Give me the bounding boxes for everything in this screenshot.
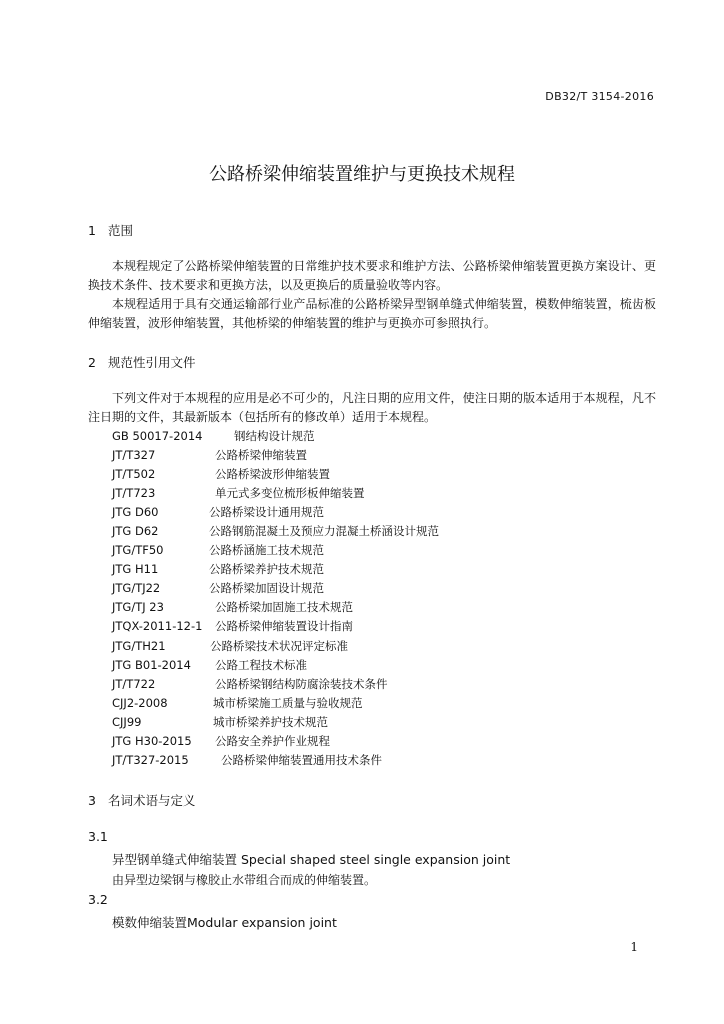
reference-code: JT/T722 (112, 676, 156, 691)
term-heading: 模数伸缩装置Modular expansion joint (112, 915, 337, 930)
section-title: 规范性引用文件 (108, 355, 196, 370)
reference-code: CJJ99 (112, 714, 142, 729)
term-heading: 异型钢单缝式伸缩装置 Special shaped steel single expansion joint (112, 852, 511, 867)
section-heading-scope (88, 221, 133, 239)
reference-title: 公路桥梁伸缩装置通用技术条件 (221, 752, 382, 767)
reference-title: 公路桥梁伸缩装置设计指南 (215, 619, 353, 634)
reference-title: 公路桥梁钢结构防腐涂装技术条件 (215, 676, 388, 691)
reference-title: 公路安全养护作业规程 (215, 733, 330, 748)
term-number: 3.1 (88, 829, 108, 844)
reference-code: CJJ2-2008 (112, 695, 168, 710)
reference-code: JT/T327-2015 (112, 752, 189, 767)
reference-code: JTG D60 (112, 505, 159, 520)
term-number: 3.2 (88, 892, 108, 907)
section-title: 范围 (108, 223, 134, 238)
references-intro: 下列文件对于本规程的应用是必不可少的，凡注日期的应用文件，使注日期的版本适用于本规程，凡不注日期的文件，其最新版本（包括所有的修改单）适用于本规程。 (88, 391, 656, 424)
section-heading-references (88, 353, 196, 371)
reference-code: JTG H11 (112, 562, 159, 577)
reference-code: GB 50017-2014 (112, 429, 203, 443)
reference-code: JTG/TH21 (112, 638, 166, 653)
section-number: 3 (88, 793, 96, 808)
section-heading-terms (88, 791, 196, 809)
reference-title: 城市桥梁养护技术规范 (213, 714, 328, 729)
reference-code: JT/T502 (112, 467, 156, 482)
reference-code: JTQX-2011-12-1 (112, 619, 203, 634)
page-number: 1 (630, 940, 638, 954)
section-number: 2 (88, 355, 96, 370)
reference-title: 公路桥涵施工技术规范 (209, 543, 324, 558)
section-number: 1 (88, 223, 96, 238)
reference-title: 公路钢筋混凝土及预应力混凝土桥涵设计规范 (209, 524, 439, 539)
standard-number: DB32/T 3154-2016 (545, 90, 654, 103)
reference-code: JTG/TF50 (112, 543, 164, 558)
reference-title: 公路桥梁设计通用规范 (209, 505, 324, 520)
section-title: 名词术语与定义 (108, 793, 196, 808)
reference-code: JTG D62 (112, 524, 159, 539)
reference-code: JT/T723 (112, 486, 156, 501)
reference-title: 公路桥梁加固施工技术规范 (215, 600, 353, 615)
term-definition: 由异型边梁钢与橡胶止水带组合而成的伸缩装置。 (112, 873, 377, 887)
reference-title: 城市桥梁施工质量与验收规范 (213, 695, 363, 710)
reference-code: JTG/TJ 23 (112, 600, 164, 615)
reference-code: JTG/TJ22 (112, 581, 161, 596)
scope-paragraph-1: 本规程规定了公路桥梁伸缩装置的日常维护技术要求和维护方法、公路桥梁伸缩装置更换方案设计、更换技术条件、技术要求和更换方法，以及更换后的质量验收等内容。 (88, 259, 656, 292)
reference-code: JT/T327 (112, 448, 156, 463)
reference-code: JTG B01-2014 (112, 657, 191, 672)
reference-title: 公路桥梁伸缩装置 (215, 448, 307, 463)
scope-paragraph-2: 本规程适用于具有交通运输部行业产品标准的公路桥梁异型钢单缝式伸缩装置，模数伸缩装置，梳齿板伸缩装置，波形伸缩装置，其他桥梁的伸缩装置的维护与更换亦可参照执行。 (88, 297, 656, 330)
reference-title: 公路工程技术标准 (215, 657, 307, 672)
reference-title: 公路桥梁养护技术规范 (209, 562, 324, 577)
reference-title: 公路桥梁技术状况评定标准 (210, 638, 348, 653)
document-title: 公路桥梁伸缩装置维护与更换技术规程 (209, 164, 515, 185)
reference-title: 公路桥梁加固设计规范 (209, 581, 324, 596)
reference-code: JTG H30-2015 (112, 733, 192, 748)
reference-title: 钢结构设计规范 (234, 429, 315, 443)
reference-title: 公路桥梁波形伸缩装置 (215, 467, 330, 482)
reference-title: 单元式多变位梳形板伸缩装置 (215, 486, 365, 501)
